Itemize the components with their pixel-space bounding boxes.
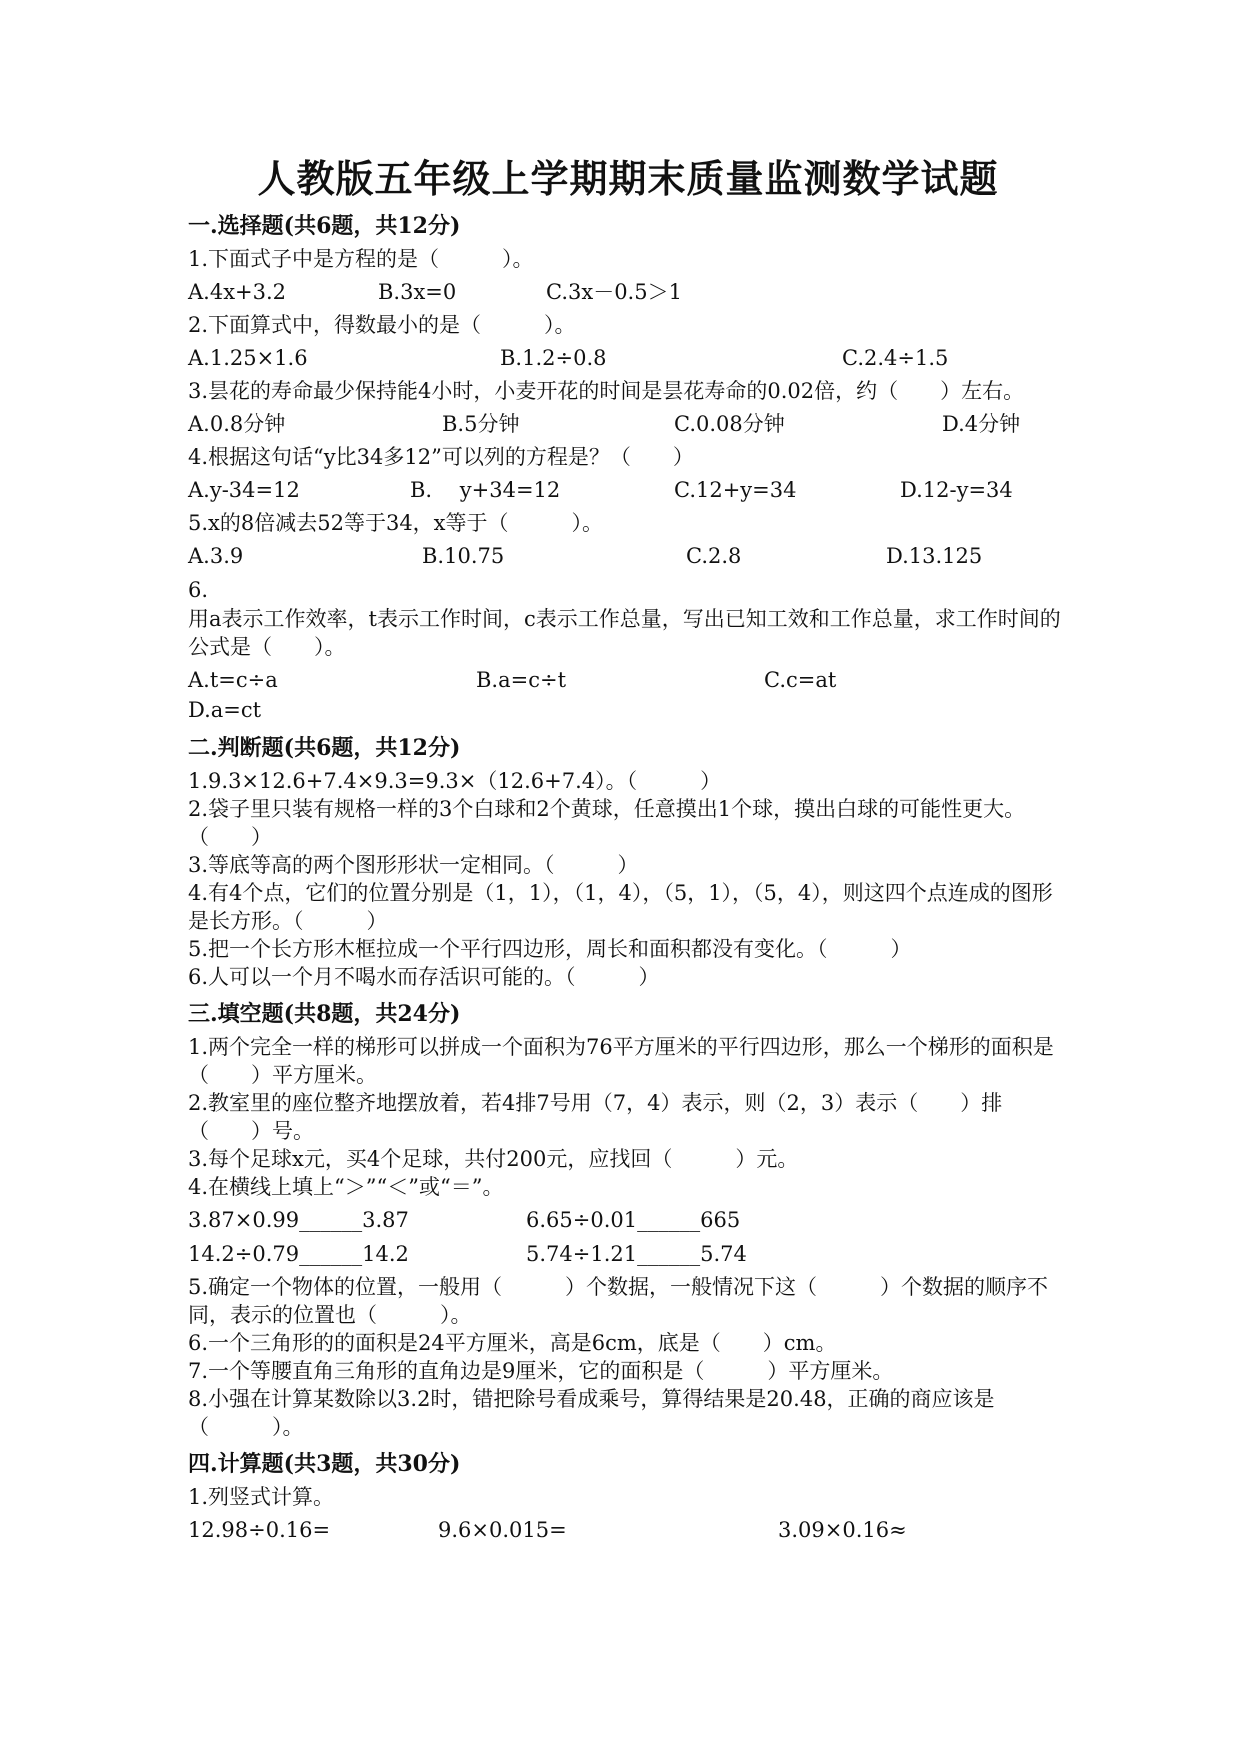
question-text: 4.根据这句话“y比34多12”可以列的方程是？（ ） bbox=[188, 445, 694, 469]
option: D.13.125 bbox=[886, 544, 983, 568]
calc-item: 9.6×0.015= bbox=[438, 1518, 567, 1542]
statement-item: 4.有4个点，它们的位置分别是（1，1），（1，4），（5，1），（5，4），则这四个点连成的图形是长方形。（ ） bbox=[188, 881, 1053, 933]
section-heading-fill-blank: 三.填空题(共8题，共24分) bbox=[188, 1001, 461, 1027]
option: B.3x=0 bbox=[378, 280, 457, 304]
question-text: 7.一个等腰直角三角形的直角边是9厘米，它的面积是（ ）平方厘米。 bbox=[188, 1359, 894, 1383]
statement-item: 3.等底等高的两个图形形状一定相同。（ ） bbox=[188, 853, 639, 877]
compare-item: 14.2÷0.79______14.2 bbox=[188, 1242, 409, 1266]
section-heading-choice: 一.选择题(共6题，共12分) bbox=[188, 213, 461, 239]
option: B. y+34=12 bbox=[410, 478, 561, 502]
compare-item: 6.65÷0.01______665 bbox=[526, 1208, 741, 1232]
question-text: 用a表示工作效率，t表示工作时间，c表示工作总量，写出已知工效和工作总量，求工作时间的公式是（ ）。 bbox=[188, 607, 1061, 659]
options-row bbox=[188, 541, 1068, 571]
options-row bbox=[188, 695, 1068, 725]
options-row bbox=[188, 665, 1068, 695]
question-text: 1.列竖式计算。 bbox=[188, 1485, 335, 1509]
question-text: 5.确定一个物体的位置，一般用（ ）个数据，一般情况下这（ ）个数据的顺序不同，表示的位置也（ ）。 bbox=[188, 1275, 1049, 1327]
question-text: 1.下面式子中是方程的是（ ）。 bbox=[188, 247, 534, 271]
question-text: 3.昙花的寿命最少保持能4小时，小麦开花的时间是昙花寿命的0.02倍，约（ ）左右。 bbox=[188, 379, 1025, 403]
options-row bbox=[188, 409, 1068, 439]
question-text: 4.在横线上填上“＞”“＜”或“＝”。 bbox=[188, 1175, 504, 1199]
question-number: 6. bbox=[188, 578, 209, 602]
calc-row bbox=[188, 1515, 1068, 1545]
question-text: 6.一个三角形的的面积是24平方厘米，高是6cm，底是（ ）cm。 bbox=[188, 1331, 837, 1355]
options-row bbox=[188, 475, 1068, 505]
question-text: 1.两个完全一样的梯形可以拼成一个面积为76平方厘米的平行四边形，那么一个梯形的面积是（ ）平方厘米。 bbox=[188, 1035, 1054, 1087]
option: C.c=at bbox=[764, 668, 837, 692]
option: B.10.75 bbox=[422, 544, 505, 568]
option: C.12+y=34 bbox=[674, 478, 797, 502]
option: C.2.8 bbox=[686, 544, 742, 568]
option: A.1.25×1.6 bbox=[188, 346, 308, 370]
option: C.2.4÷1.5 bbox=[842, 346, 949, 370]
question-text: 8.小强在计算某数除以3.2时，错把除号看成乘号，算得结果是20.48，正确的商应该是（ ）。 bbox=[188, 1387, 995, 1439]
options-row bbox=[188, 343, 1068, 373]
option: D.a=ct bbox=[188, 698, 262, 722]
question-text: 2.教室里的座位整齐地摆放着，若4排7号用（7，4）表示，则（2，3）表示（ ）排（ ）号。 bbox=[188, 1091, 1003, 1143]
option: B.a=c÷t bbox=[476, 668, 567, 692]
option: C.3x－0.5＞1 bbox=[546, 280, 682, 304]
question-text: 3.每个足球x元，买4个足球，共付200元，应找回（ ）元。 bbox=[188, 1147, 799, 1171]
option: A.y-34=12 bbox=[188, 478, 300, 502]
option: D.4分钟 bbox=[942, 412, 1021, 436]
calc-item: 12.98÷0.16= bbox=[188, 1518, 331, 1542]
option: A.4x+3.2 bbox=[188, 280, 287, 304]
option: A.t=c÷a bbox=[188, 668, 278, 692]
option: D.12-y=34 bbox=[900, 478, 1013, 502]
option: A.0.8分钟 bbox=[188, 412, 286, 436]
question-text: 2.下面算式中，得数最小的是（ ）。 bbox=[188, 313, 576, 337]
compare-row bbox=[188, 1239, 1068, 1269]
option: B.1.2÷0.8 bbox=[500, 346, 607, 370]
option: B.5分钟 bbox=[442, 412, 520, 436]
section-heading-calculation: 四.计算题(共3题，共30分) bbox=[188, 1451, 461, 1477]
statement-item: 2.袋子里只装有规格一样的3个白球和2个黄球，任意摸出1个球，摸出白球的可能性更大。（ ） bbox=[188, 797, 1026, 849]
page-title: 人教版五年级上学期期末质量监测数学试题 bbox=[257, 156, 999, 201]
statement-item: 6.人可以一个月不喝水而存活识可能的。（ ） bbox=[188, 965, 660, 989]
option: C.0.08分钟 bbox=[674, 412, 785, 436]
statement-item: 5.把一个长方形木框拉成一个平行四边形，周长和面积都没有变化。（ ） bbox=[188, 937, 912, 961]
question-text: 5.x的8倍减去52等于34，x等于（ ）。 bbox=[188, 511, 604, 535]
exam-page bbox=[188, 148, 1068, 1549]
compare-item: 3.87×0.99______3.87 bbox=[188, 1208, 409, 1232]
compare-item: 5.74÷1.21______5.74 bbox=[526, 1242, 747, 1266]
options-row bbox=[188, 277, 1068, 307]
compare-row bbox=[188, 1205, 1068, 1235]
option: A.3.9 bbox=[188, 544, 244, 568]
statement-item: 1.9.3×12.6+7.4×9.3=9.3×（12.6+7.4）。（ ） bbox=[188, 769, 722, 793]
section-heading-judgment: 二.判断题(共6题，共12分) bbox=[188, 735, 461, 761]
calc-item: 3.09×0.16≈ bbox=[778, 1518, 907, 1542]
